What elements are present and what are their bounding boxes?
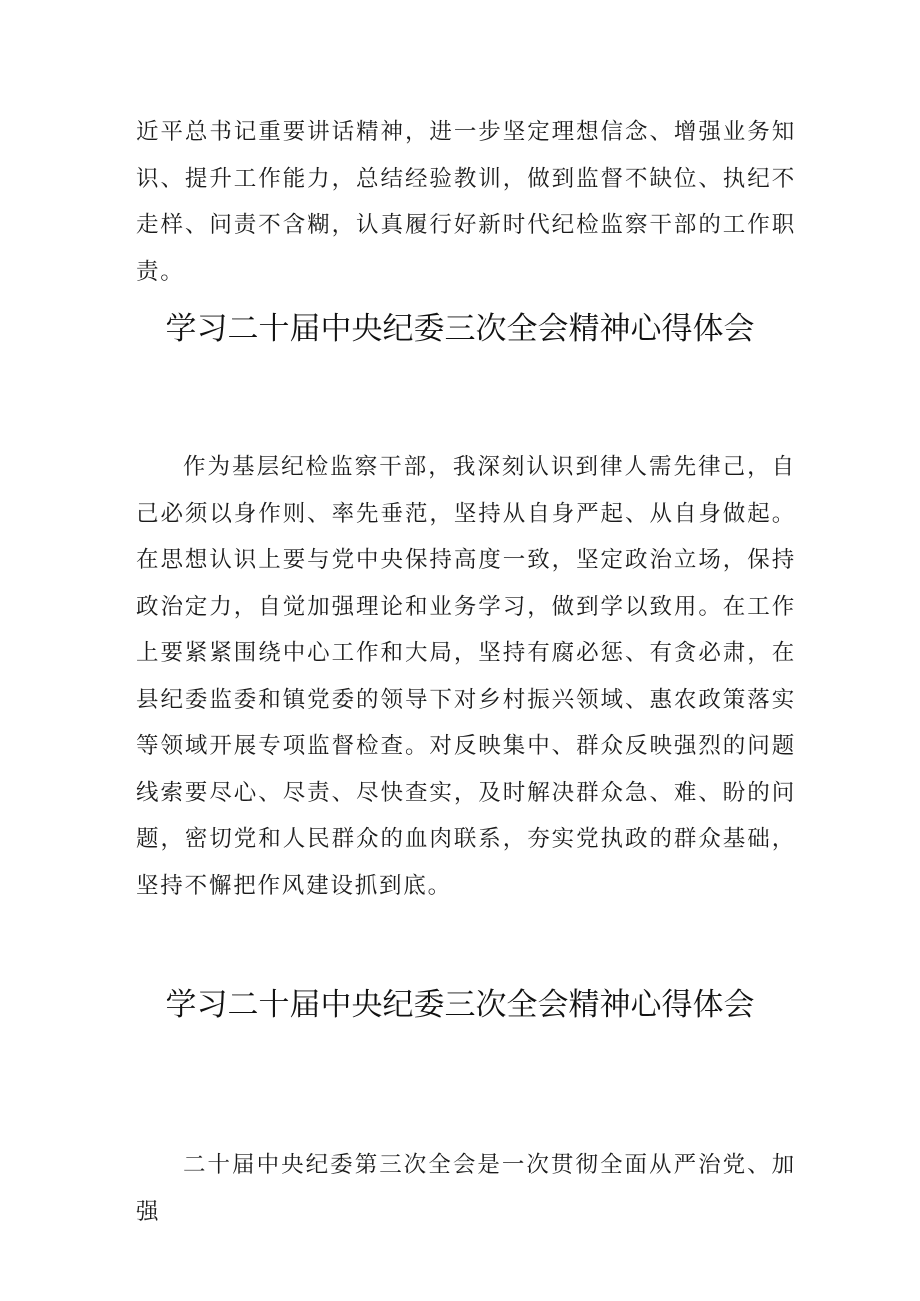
body-paragraph: 二十届中央纪委第三次全会是一次贯彻全面从严治党、加强 xyxy=(136,1152,796,1225)
body-paragraph: 近平总书记重要讲话精神，进一步坚定理想信念、增强业务知识、提升工作能力，总结经验教训，做到监督不缺位、执纪不走样、问责不含糊，认真履行好新时代纪检监察干部的工作职责。 xyxy=(136,119,796,285)
body-paragraph: 作为基层纪检监察干部，我深刻认识到律人需先律己，自己必须以身作则、率先垂范，坚持从自身严起、从自身做起。在思想认识上要与党中央保持高度一致，坚定政治立场，保持政治定力，自觉加强理论和业务学习，做到学以致用。在工作上要紧紧围绕中心工作和大局，坚持有腐必惩、有贪必肃，在县纪委监委和镇党委的领导下对乡村振兴领域、惠农政策落实等领域开展专项监督检查。对反映集中、群众反映强烈的问题线索要尽心、尽责、尽快查实，及时解决群众急、难、盼的问题，密切党和人民群众的血肉联系，夯实党执政的群众基础，坚持不懈把作风建设抓到底。 xyxy=(136,454,796,899)
section-heading: 学习二十届中央纪委三次全会精神心得体会 xyxy=(165,987,755,1023)
section-heading: 学习二十届中央纪委三次全会精神心得体会 xyxy=(165,311,755,347)
